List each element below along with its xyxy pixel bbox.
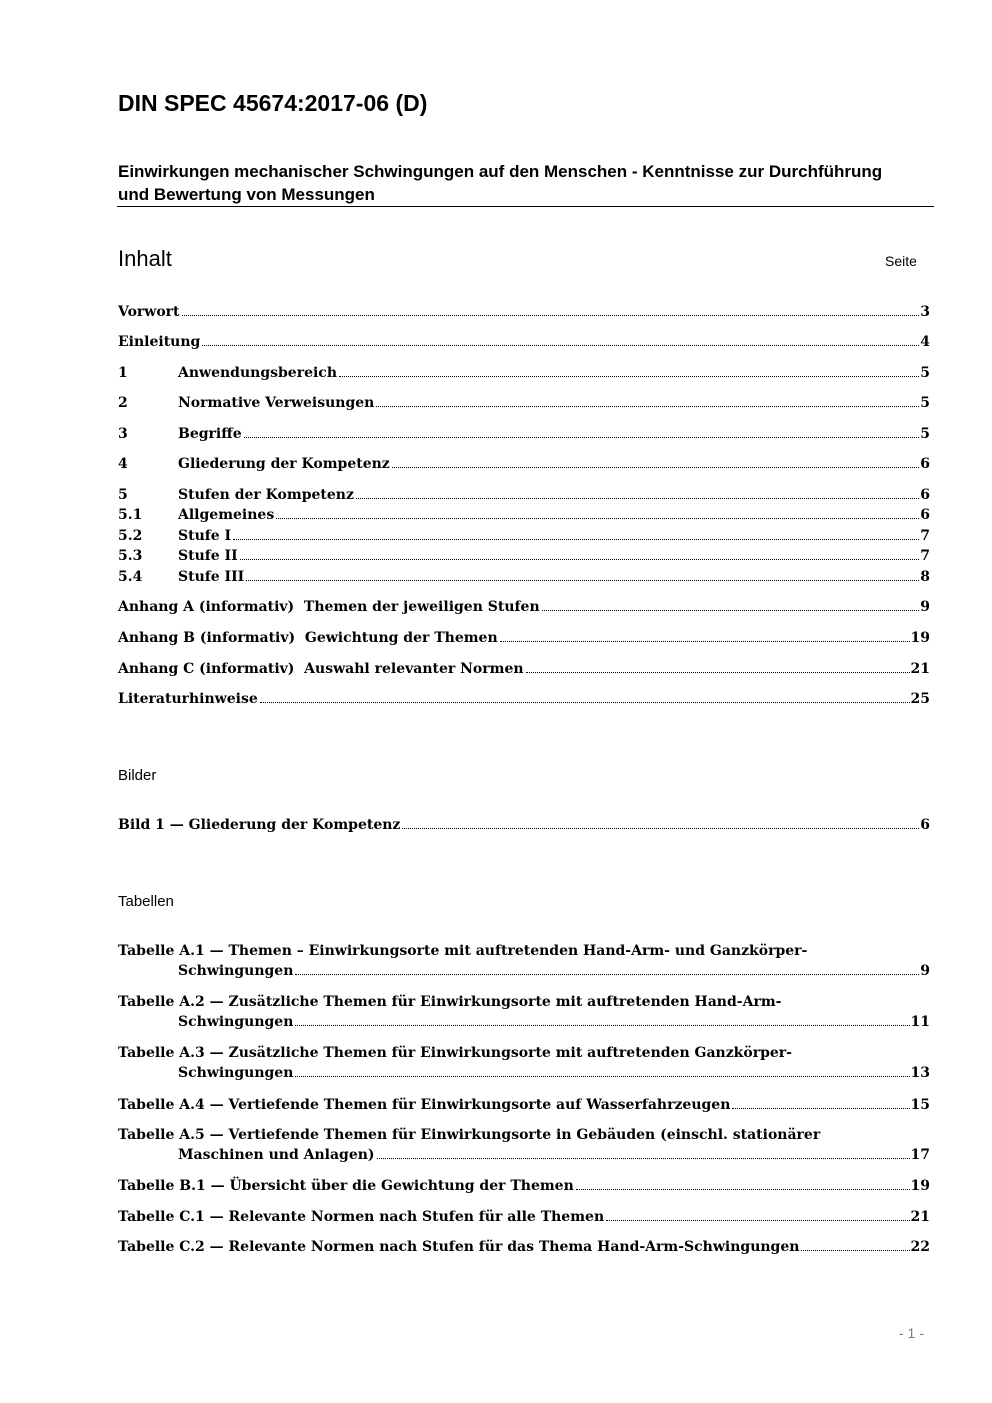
document-id: DIN SPEC 45674:2017-06 (D) <box>118 90 428 116</box>
toc-entry-title: Einleitung <box>118 334 201 350</box>
toc-entry-page: 7 <box>920 528 930 544</box>
figure-entry-1[interactable] <box>118 815 930 835</box>
toc-entry-section-2[interactable] <box>118 393 930 413</box>
toc-entry-annex-c[interactable] <box>118 659 930 679</box>
toc-entry-page: 8 <box>920 569 930 585</box>
toc-entry-annex-a[interactable] <box>118 597 930 617</box>
toc-entry-annex-b[interactable] <box>118 628 930 648</box>
table-entry-page: 19 <box>910 1178 930 1194</box>
table-entry-page: 9 <box>920 963 930 979</box>
table-entry-title-line2: Maschinen und Anlagen) <box>178 1147 375 1163</box>
table-entry-title-line2: Schwingungen <box>178 963 294 979</box>
table-entry-page: 13 <box>910 1065 930 1081</box>
toc-entry-section-5-1[interactable] <box>118 505 930 525</box>
toc-entry-page: 5 <box>920 395 930 411</box>
toc-entry-number: 5.4 <box>118 569 143 585</box>
toc-entry-page: 5 <box>920 426 930 442</box>
table-entry-a4[interactable] <box>118 1095 930 1115</box>
toc-entry-title: Normative Verweisungen <box>178 395 375 411</box>
table-entry-page: 22 <box>910 1239 930 1255</box>
table-entry-page: 15 <box>910 1097 930 1113</box>
tables-heading: Tabellen <box>118 893 174 910</box>
toc-entry-title: Stufe II <box>178 548 238 564</box>
toc-entry-title: Anhang A (informativ) Themen der jeweiligen Stufen <box>118 599 540 615</box>
toc-entry-title: Stufen der Kompetenz <box>178 487 354 503</box>
table-entry-page: 21 <box>910 1209 930 1225</box>
table-entry-a3[interactable] <box>118 1043 930 1083</box>
table-entry-a5[interactable] <box>118 1125 930 1165</box>
table-entry-title-line1: Tabelle A.3 — Zusätzliche Themen für Einwirkungsorte mit auftretenden Ganzkörper- <box>118 1045 792 1061</box>
toc-entry-section-1[interactable] <box>118 363 930 383</box>
toc-entry-title: Literaturhinweise <box>118 691 258 707</box>
title-divider <box>117 206 934 207</box>
table-entry-b1[interactable] <box>118 1176 930 1196</box>
toc-entry-title: Allgemeines <box>178 507 275 523</box>
table-entry-title-line2: Schwingungen <box>178 1065 294 1081</box>
toc-entry-title: Anwendungsbereich <box>178 365 337 381</box>
table-entry-c1[interactable] <box>118 1207 930 1227</box>
toc-entry-vorwort[interactable] <box>118 302 930 322</box>
toc-entry-section-3[interactable] <box>118 424 930 444</box>
figures-heading: Bilder <box>118 767 157 784</box>
table-entry-title-line1: Tabelle A.5 — Vertiefende Themen für Einwirkungsorte in Gebäuden (einschl. stationärer <box>118 1127 821 1143</box>
toc-entry-title: Anhang B (informativ) Gewichtung der Themen <box>118 630 498 646</box>
table-entry-title: Tabelle A.4 — Vertiefende Themen für Einwirkungsorte auf Wasserfahrzeugen <box>118 1097 731 1113</box>
toc-entry-einleitung[interactable] <box>118 332 930 352</box>
table-entry-a1[interactable] <box>118 941 930 981</box>
toc-entry-page: 6 <box>920 507 930 523</box>
toc-entry-section-5-2[interactable] <box>118 526 930 546</box>
toc-entry-number: 2 <box>118 395 128 411</box>
table-entry-title: Tabelle C.2 — Relevante Normen nach Stufen für das Thema Hand-Arm-Schwingungen <box>118 1239 800 1255</box>
toc-entry-page: 7 <box>920 548 930 564</box>
toc-entry-title: Stufe III <box>178 569 245 585</box>
toc-entry-title: Begriffe <box>178 426 242 442</box>
toc-entry-number: 1 <box>118 365 128 381</box>
table-entry-title-line1: Tabelle A.1 — Themen – Einwirkungsorte mit auftretenden Hand-Arm- und Ganzkörper- <box>118 943 808 959</box>
toc-entry-page: 21 <box>910 661 930 677</box>
toc-entry-number: 5 <box>118 487 128 503</box>
toc-entry-title: Vorwort <box>118 304 180 320</box>
toc-entry-page: 25 <box>910 691 930 707</box>
toc-entry-page: 9 <box>920 599 930 615</box>
toc-entry-page: 5 <box>920 365 930 381</box>
toc-entry-bibliography[interactable] <box>118 689 930 709</box>
toc-entry-page: 6 <box>920 456 930 472</box>
toc-entry-title: Gliederung der Kompetenz <box>178 456 390 472</box>
toc-entry-number: 3 <box>118 426 128 442</box>
toc-entry-number: 4 <box>118 456 128 472</box>
figure-entry-title: Bild 1 — Gliederung der Kompetenz <box>118 817 401 833</box>
table-entry-title-line2: Schwingungen <box>178 1014 294 1030</box>
toc-page-column-label: Seite <box>885 253 917 269</box>
toc-entry-section-5-4[interactable] <box>118 567 930 587</box>
toc-entry-page: 19 <box>910 630 930 646</box>
document-title: Einwirkungen mechanischer Schwingungen auf den Menschen - Kenntnisse zur Durchführung und Bewertung von Messungen <box>118 162 883 204</box>
table-entry-page: 17 <box>910 1147 930 1163</box>
table-entry-title-line1: Tabelle A.2 — Zusätzliche Themen für Einwirkungsorte mit auftretenden Hand-Arm- <box>118 994 782 1010</box>
toc-entry-title: Anhang C (informativ) Auswahl relevanter Normen <box>118 661 524 677</box>
table-entry-a2[interactable] <box>118 992 930 1032</box>
table-entry-title: Tabelle C.1 — Relevante Normen nach Stufen für alle Themen <box>118 1209 605 1225</box>
toc-entry-section-5[interactable] <box>118 485 930 505</box>
toc-entry-section-5-3[interactable] <box>118 546 930 566</box>
table-entry-page: 11 <box>910 1014 930 1030</box>
toc-entry-number: 5.3 <box>118 548 143 564</box>
toc-heading: Inhalt <box>118 246 172 271</box>
toc-entry-section-4[interactable] <box>118 454 930 474</box>
toc-entry-page: 4 <box>920 334 930 350</box>
toc-entry-page: 3 <box>920 304 930 320</box>
toc-entry-number: 5.2 <box>118 528 143 544</box>
toc-entry-title: Stufe I <box>178 528 232 544</box>
page-number: - 1 - <box>899 1325 924 1341</box>
figure-entry-page: 6 <box>920 817 930 833</box>
table-entry-title: Tabelle B.1 — Übersicht über die Gewichtung der Themen <box>118 1178 574 1194</box>
toc-entry-number: 5.1 <box>118 507 143 523</box>
table-entry-c2[interactable] <box>118 1237 930 1257</box>
toc-entry-page: 6 <box>920 487 930 503</box>
